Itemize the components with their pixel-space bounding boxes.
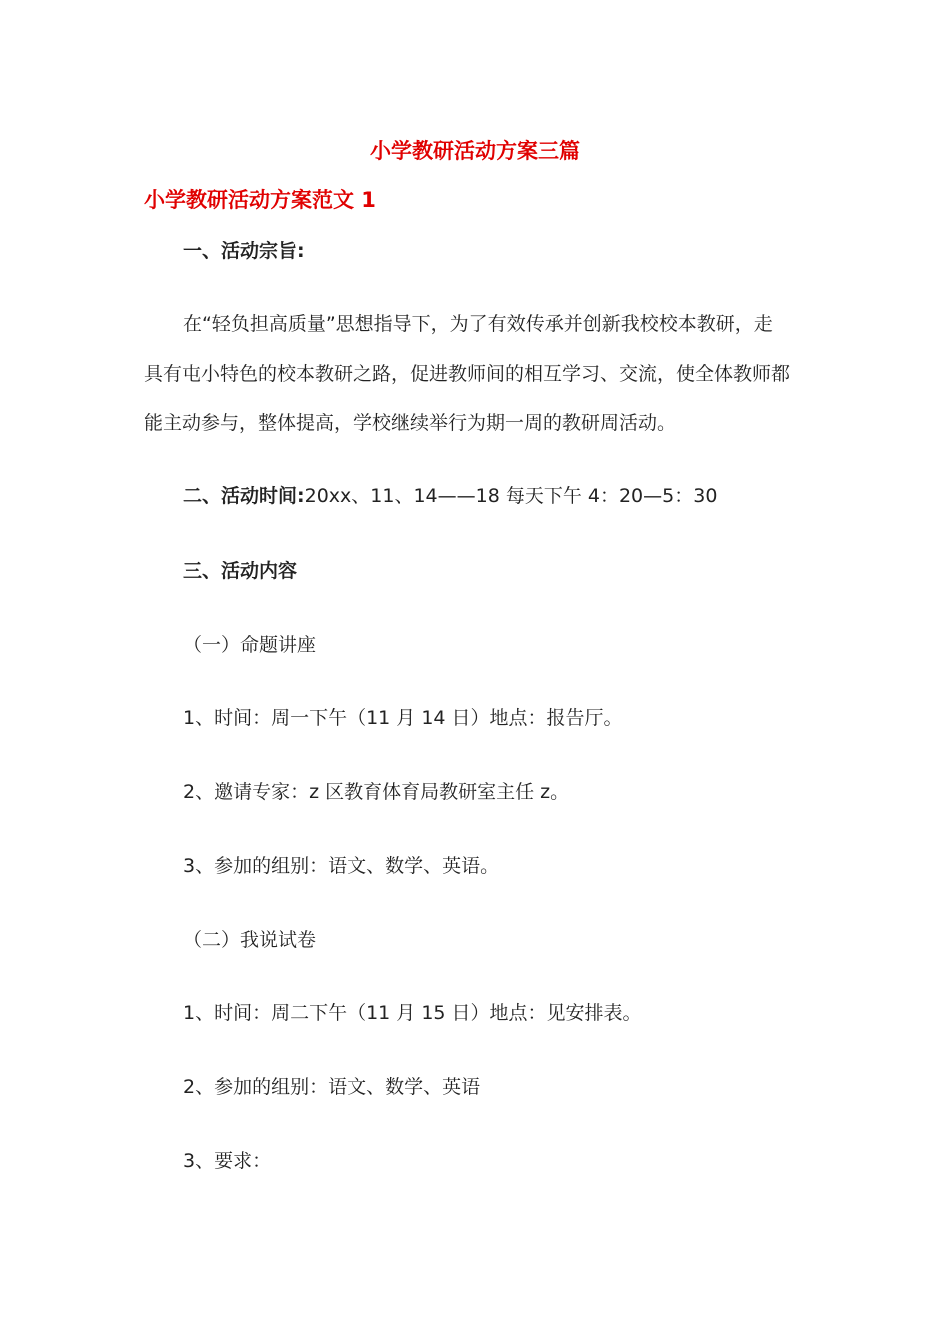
part-heading-lecture: （一）命题讲座 [183,634,317,656]
part-heading-exam-talk: （二）我说试卷 [183,929,317,951]
list-item: 1、时间：周一下午（11 月 14 日）地点：报告厅。 [183,707,623,729]
list-item: 2、邀请专家：z 区教育体育局教研室主任 z。 [183,781,570,803]
list-item: 1、时间：周二下午（11 月 15 日）地点：见安排表。 [183,1002,642,1024]
list-item: 3、参加的组别：语文、数学、英语。 [183,855,500,877]
list-item: 2、参加的组别：语文、数学、英语 [183,1076,481,1098]
paragraph-line: 具有屯小特色的校本教研之路，促进教师间的相互学习、交流，使全体教师都 [144,363,791,385]
paragraph-line: 在“轻负担高质量”思想指导下，为了有效传承并创新我校校本教研，走 [183,313,773,335]
section-time-line [183,483,717,509]
section-time-value: 20xx、11、14——18 每天下午 4：20—5：30 [304,485,718,507]
paragraph-line: 能主动参与，整体提高，学校继续举行为期一周的教研周活动。 [144,412,677,434]
document-title: 小学教研活动方案三篇 [370,139,580,163]
list-item: 3、要求： [183,1150,272,1172]
section-heading-time: 二、活动时间: [183,485,305,507]
section-heading-content: 三、活动内容 [183,560,298,582]
document-subtitle: 小学教研活动方案范文 1 [144,188,376,212]
section-heading-purpose: 一、活动宗旨: [183,240,305,262]
